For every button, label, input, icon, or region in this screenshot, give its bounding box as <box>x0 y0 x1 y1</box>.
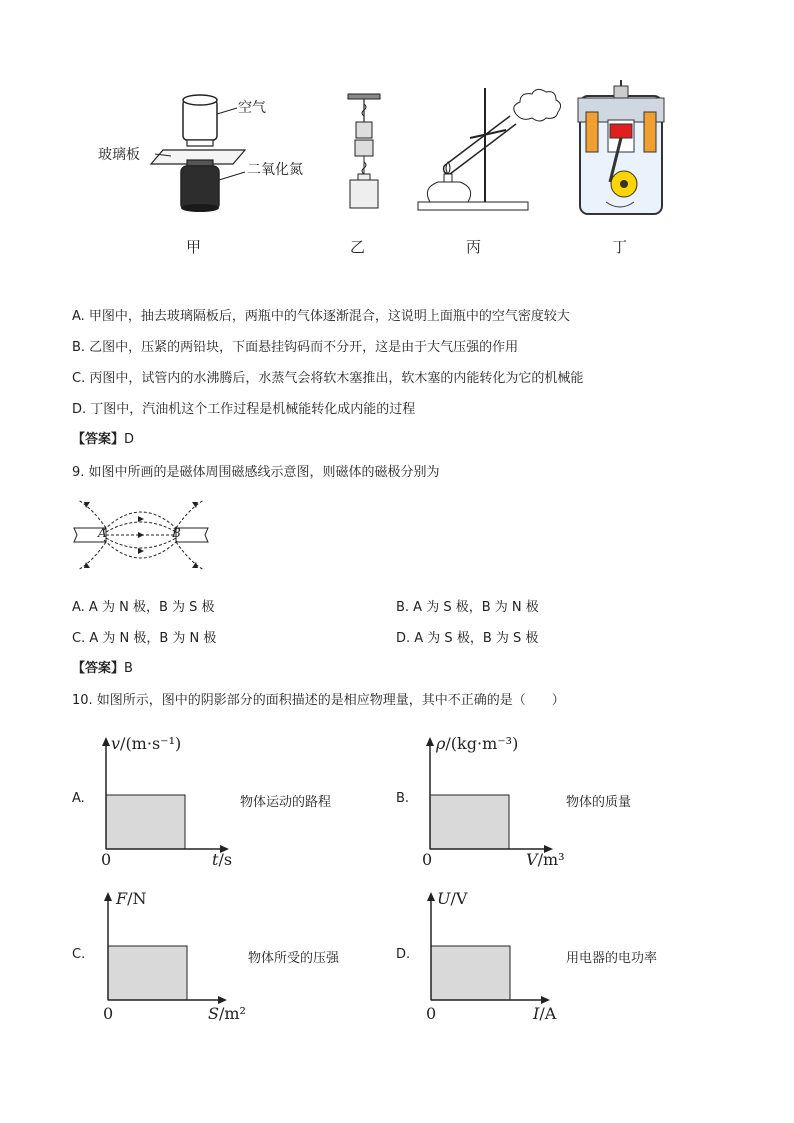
q10-graph-d-ylabel: U/V <box>437 889 468 908</box>
caption-yi: 乙 <box>350 238 366 256</box>
q10-graph-c <box>97 890 237 1010</box>
caption-bing: 丙 <box>466 238 482 256</box>
q10-graph-b-desc: 物体的质量 <box>566 795 632 810</box>
q10-graph-a-origin: 0 <box>101 850 112 869</box>
q10-graph-b-xlabel: V/m³ <box>526 850 565 869</box>
q8-option-d: D. 丁图中，汽油机这个工作过程是机械能转化成内能的过程 <box>72 402 416 417</box>
q10-graph-a-desc: 物体运动的路程 <box>240 795 332 810</box>
q10-graph-b-origin: 0 <box>422 850 433 869</box>
answer-value: D <box>124 432 135 447</box>
figure-bing-test-tube <box>410 78 570 218</box>
q10-graph-c-letter: C. <box>72 947 86 962</box>
figure-magnet-field-lines <box>72 492 210 582</box>
q10-graph-a-ylabel: v/(m·s⁻¹) <box>111 734 182 753</box>
q10-graph-c-xlabel: S/m² <box>208 1004 246 1023</box>
q9-option-b: B. A 为 S 极，B 为 N 极 <box>396 600 539 615</box>
q10-graph-c-origin: 0 <box>103 1004 114 1023</box>
q10-graph-b-ylabel: ρ/(kg·m⁻³) <box>436 734 519 753</box>
q9-answer <box>72 660 133 678</box>
q10-graph-b-letter: B. <box>396 791 410 806</box>
label-air: 空气 <box>238 100 266 116</box>
answer-value: B <box>124 661 133 676</box>
q10-graph-d-xlabel: I/A <box>533 1004 557 1023</box>
q10-graph-d-origin: 0 <box>426 1004 437 1023</box>
q10-graph-d-letter: D. <box>396 947 411 962</box>
figure-yi-lead-blocks <box>340 92 390 217</box>
q8-answer <box>72 431 134 449</box>
q10-stem: 10. 如图所示，图中的阴影部分的面积描述的是相应物理量，其中不正确的是（ ） <box>72 693 565 708</box>
q10-graph-b <box>419 735 559 855</box>
q9-option-a: A. A 为 N 极，B 为 S 极 <box>72 600 215 615</box>
q9-stem: 9. 如图中所画的是磁体周围磁感线示意图，则磁体的磁极分别为 <box>72 465 440 480</box>
q8-option-c: C. 丙图中，试管内的水沸腾后，水蒸气会将软木塞推出，软木塞的内能转化为它的机械能 <box>72 371 584 386</box>
answer-tag: 【答案】 <box>72 432 125 447</box>
q9-option-c: C. A 为 N 极，B 为 N 极 <box>72 631 217 646</box>
label-glass-plate: 玻璃板 <box>98 147 140 163</box>
q10-graph-a <box>95 735 235 855</box>
q8-option-b: B. 乙图中，压紧的两铅块，下面悬挂钩码而不分开，这是由于大气压强的作用 <box>72 340 519 355</box>
label-no2: 二氧化氮 <box>247 162 303 178</box>
caption-ding: 丁 <box>612 238 628 256</box>
q8-option-a: A. 甲图中，抽去玻璃隔板后，两瓶中的气体逐渐混合，这说明上面瓶中的空气密度较大 <box>72 309 570 324</box>
q10-graph-c-desc: 物体所受的压强 <box>248 951 340 966</box>
answer-tag: 【答案】 <box>72 661 125 676</box>
q10-graph-a-letter: A. <box>72 791 85 806</box>
q10-graph-d-desc: 用电器的电功率 <box>566 951 658 966</box>
caption-jia: 甲 <box>186 238 202 256</box>
q10-graph-c-ylabel: F/N <box>116 889 147 908</box>
q10-graph-d <box>420 890 560 1010</box>
magnet-label-a: A <box>98 526 107 540</box>
q10-graph-a-xlabel: t/s <box>212 850 233 869</box>
figure-ding-engine <box>576 80 666 220</box>
magnet-label-b: B <box>172 526 181 540</box>
q9-option-d: D. A 为 S 极，B 为 S 极 <box>396 631 539 646</box>
